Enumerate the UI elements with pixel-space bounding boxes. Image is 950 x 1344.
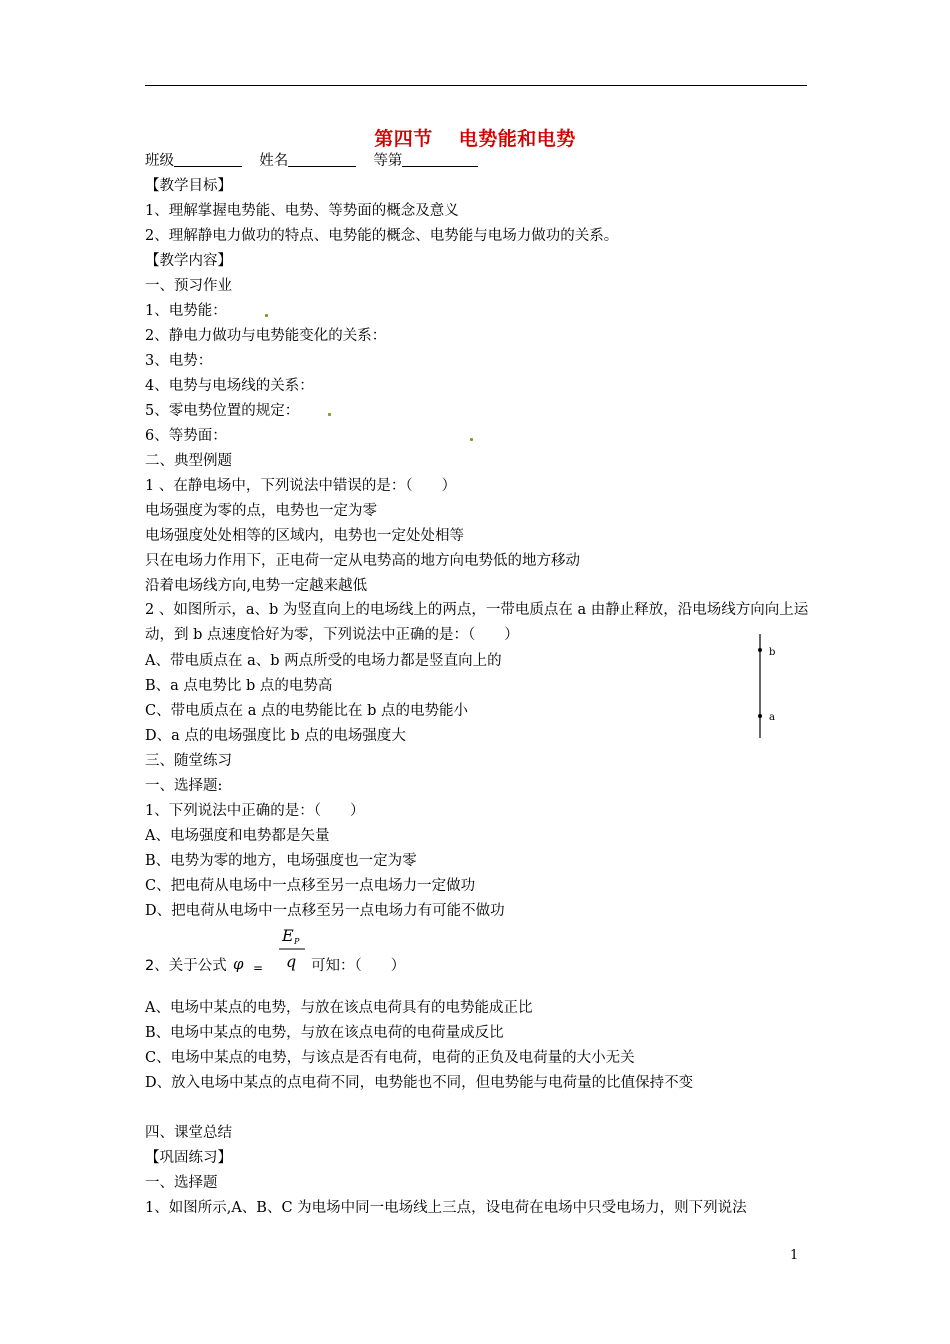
consolidate-header: 【巩固练习】 — [145, 1150, 232, 1166]
practice-1-option-b: B、电势为零的地方，电场强度也一定为零 — [145, 853, 417, 869]
practice-2-suffix: 可知：（ ） — [311, 958, 406, 974]
example-header: 二、典型例题 — [145, 453, 232, 469]
example-2-option-b: B、a 点电势比 b 点的电势高 — [145, 678, 333, 694]
practice-2-option-d: D、放入电场中某点的点电荷不同，电势能也不同，但电势能与电荷量的比值保持不变 — [145, 1075, 694, 1091]
title-topic: 电势能和电势 — [458, 128, 576, 150]
prep-5: 5、零电势位置的规定： — [145, 403, 300, 419]
practice-header: 三、随堂练习 — [145, 753, 232, 769]
goal-header: 【教学目标】 — [145, 178, 232, 194]
prep-header: 一、预习作业 — [145, 278, 232, 294]
prep-2: 2、静电力做功与电势能变化的关系： — [145, 328, 387, 344]
point-b-label: b — [769, 647, 776, 658]
class-label: 班级 — [145, 153, 174, 169]
grade-label: 等第 — [373, 153, 403, 169]
goal-1: 1、理解掌握电势能、电势、等势面的概念及意义 — [145, 203, 459, 219]
prep-4: 4、电势与电场线的关系： — [145, 378, 314, 394]
point-a-marker — [758, 714, 762, 718]
scan-dot — [328, 413, 331, 416]
practice-2-question — [145, 925, 565, 975]
scan-dot — [470, 438, 473, 441]
consolidate-1: 1、如图所示,A、B、C 为电场中同一电场线上三点，设电荷在电场中只受电场力，则下列说法 — [145, 1200, 747, 1216]
scan-dot — [265, 314, 268, 317]
example-2-option-d: D、a 点的电场强度比 b 点的电场强度大 — [145, 728, 406, 744]
practice-1-option-a: A、电场强度和电势都是矢量 — [145, 828, 330, 844]
equals-sign: = — [253, 961, 264, 975]
example-2: 2 、如图所示，a、b 为竖直向上的电场线上的两点，一带电质点在 a 由静止释放，沿电场线方向向上运动，到 b 点速度恰好为零，下列说法中正确的是：（ ） — [145, 602, 809, 643]
practice-2-option-c: C、电场中某点的电势，与该点是否有电荷，电荷的正负及电荷量的大小无关 — [145, 1050, 635, 1066]
title-section: 第四节 — [374, 128, 433, 150]
header-rule — [145, 85, 807, 86]
grade-blank[interactable] — [402, 152, 478, 167]
prep-3: 3、电势： — [145, 353, 213, 369]
prep-1: 1、电势能： — [145, 303, 227, 319]
student-info-line — [145, 151, 478, 171]
goal-2: 2、理解静电力做功的特点、电势能的概念、电势能与电场力做功的关系。 — [145, 228, 619, 244]
formula-denominator: q — [286, 952, 297, 971]
example-1-option-c: 只在电场力作用下，正电荷一定从电势高的地方向电势低的地方移动 — [145, 553, 580, 569]
practice-1-option-c: C、把电荷从电场中一点移至另一点电场力一定做功 — [145, 878, 476, 894]
summary-header: 四、课堂总结 — [145, 1125, 232, 1141]
formula-subscript: P — [294, 937, 300, 946]
practice-2-prefix: 2、关于公式 — [145, 958, 227, 974]
example-1-option-a: 电场强度为零的点，电势也一定为零 — [145, 503, 377, 519]
class-blank[interactable] — [174, 152, 242, 167]
page-number: 1 — [790, 1248, 799, 1263]
point-a-label: a — [769, 712, 775, 723]
point-b-marker — [758, 648, 762, 652]
example-1: 1 、在静电场中，下列说法中错误的是：（ ） — [145, 478, 457, 494]
practice-2-option-b: B、电场中某点的电势，与放在该点电荷的电荷量成反比 — [145, 1025, 504, 1041]
name-blank[interactable] — [288, 152, 356, 167]
prep-6: 6、等势面： — [145, 428, 227, 444]
name-label: 姓名 — [259, 153, 289, 169]
example-1-option-b: 电场强度处处相等的区域内，电势也一定处处相等 — [145, 528, 464, 544]
practice-2-option-a: A、电场中某点的电势，与放在该点电荷具有的电势能成正比 — [145, 1000, 533, 1016]
example-2-option-c: C、带电质点在 a 点的电势能比在 b 点的电势能小 — [145, 703, 468, 719]
choice-header: 一、选择题: — [145, 778, 223, 794]
formula-numerator: E — [282, 926, 294, 945]
phi-symbol: φ — [233, 955, 244, 973]
practice-1-option-d: D、把电荷从电场中一点移至另一点电场力有可能不做功 — [145, 903, 505, 919]
practice-1: 1、下列说法中正确的是：（ ） — [145, 803, 365, 819]
choice-header-2: 一、选择题 — [145, 1175, 218, 1191]
page-title — [0, 124, 950, 151]
example-2-option-a: A、带电质点在 a、b 两点所受的电场力都是竖直向上的 — [145, 653, 502, 669]
field-line-figure — [752, 632, 792, 740]
example-1-option-d: 沿着电场线方向,电势一定越来越低 — [145, 578, 368, 594]
content-header: 【教学内容】 — [145, 253, 232, 269]
